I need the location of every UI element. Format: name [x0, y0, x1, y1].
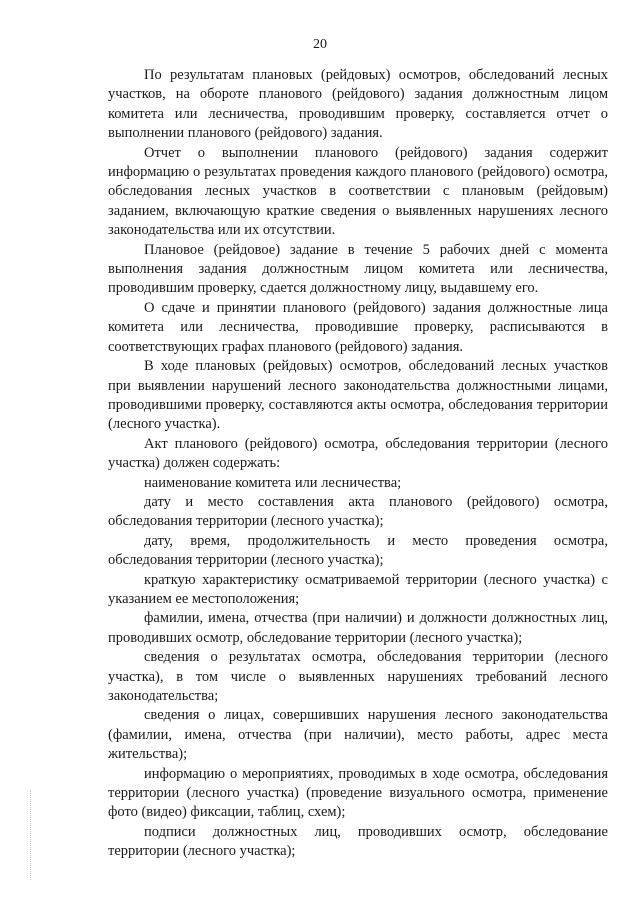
list-item-signatures: подписи должностных лиц, проводивших осмотр, обследование территории (лесного участка); — [108, 823, 608, 860]
paragraph-task-handover-deadline: Плановое (рейдовое) задание в течение 5 рабочих дней с момента выполнения задания должностным лицом комитета или лесничества, проводившим проверку, сдается должностному лицу, выдавшему его. — [108, 241, 608, 297]
paragraph-report-on-results: По результатам плановых (рейдовых) осмотров, обследований лесных участков, на обороте планового (рейдового) задания должностным лицом комитета или лесничества, проводившим проверку, составляется отчет о выполнении планового (рейдового) задания. — [108, 67, 608, 142]
scan-margin-mark — [30, 790, 32, 880]
paragraph-handover-signatures: О сдаче и принятии планового (рейдового) задания должностные лица комитета или лесничества, проводившие проверку, расписываются в соответствующих графах планового (рейдового) задания. — [108, 299, 608, 355]
document-body — [108, 66, 608, 862]
list-item-violators: сведения о лицах, совершивших нарушения лесного законодательства (фамилии, имена, отчества (при наличии), место работы, адрес места жительства); — [108, 707, 608, 763]
paragraph-inspection-acts: В ходе плановых (рейдовых) осмотров, обследований лесных участков при выявлении нарушений лесного законодательства должностными лицами, проводившими проверку, составляются акты осмотра, обследования территории (лесного участка). — [108, 358, 608, 433]
list-item-committee-name: наименование комитета или лесничества; — [144, 474, 402, 491]
page-number: 20 — [313, 37, 327, 52]
list-item-inspection-results: сведения о результатах осмотра, обследования территории (лесного участка), в том числе о выявленных нарушениях требований лесного законодательства; — [108, 649, 608, 704]
paragraph-report-contents: Отчет о выполнении планового (рейдового) задания содержит информацию о результатах проведения каждого планового (рейдового) осмотра, обследования лесных участков в соответствии с плановым (рейдовым) заданием, включающую краткие сведения о выявленных нарушениях лесного законодательства или их отсутствии. — [108, 144, 608, 239]
list-item-officials: фамилии, имена, отчества (при наличии) и должности должностных лиц, проводивших осмотр, обследование территории (лесного участка); — [108, 610, 608, 646]
paragraph-act-contents-intro: Акт планового (рейдового) осмотра, обследования территории (лесного участка) должен содержать: — [108, 435, 608, 472]
list-item-territory-description: краткую характеристику осматриваемой территории (лесного участка) с указанием ее местоположения; — [108, 571, 608, 607]
list-item-act-date-place: дату и место составления акта планового (рейдового) осмотра, обследования территории (лесного участка); — [108, 493, 608, 530]
list-item-measures: информацию о мероприятиях, проводимых в ходе осмотра, обследования территории (лесного участка) (проведение визуального осмотра, применение фото (видео) фиксации, таблиц, схем); — [108, 765, 608, 821]
list-item-inspection-time: дату, время, продолжительность и место проведения осмотра, обследования территории (лесного участка); — [108, 532, 608, 569]
